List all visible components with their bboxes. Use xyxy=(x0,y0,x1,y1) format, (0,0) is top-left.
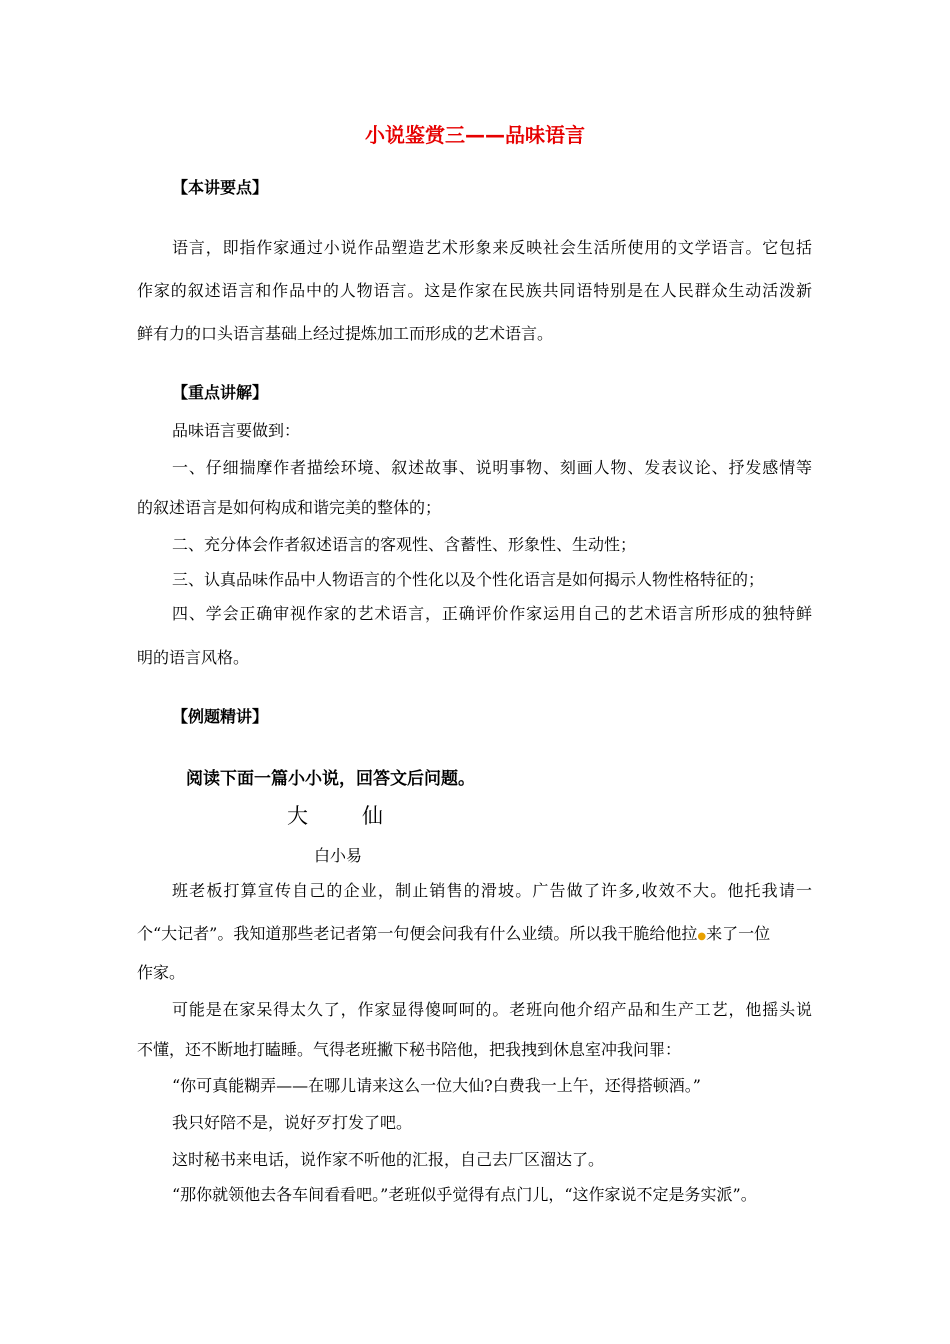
paragraph-line: 这时秘书来电话，说作家不听他的汇报，自己去厂区溜达了。 xyxy=(172,1150,605,1169)
list-item-continuation: 明的语言风格。 xyxy=(137,648,250,667)
page-title: 小说鉴赏三——品味语言 xyxy=(365,123,585,147)
paragraph-line xyxy=(137,926,770,942)
paragraph-line: 不懂，还不断地打瞌睡。气得老班撇下秘书陪他，把我拽到休息室冲我问罪： xyxy=(137,1040,682,1059)
list-item: 二、充分体会作者叙述语言的客观性、含蓄性、形象性、生动性； xyxy=(172,535,637,554)
section-heading-key-points: 【本讲要点】 xyxy=(172,178,269,197)
paragraph-line: 语言，即指作家通过小说作品塑造艺术形象来反映社会生活所使用的文学语言。它包括 xyxy=(172,238,812,257)
story-title-char: 大 xyxy=(287,804,308,828)
paragraph-line: 作家的叙述语言和作品中的人物语言。这是作家在民族共同语特别是在人民群众生动活泼新 xyxy=(137,281,812,300)
story-title-char: 仙 xyxy=(362,804,383,828)
story-author: 白小易 xyxy=(314,846,363,865)
reading-instruction: 阅读下面一篇小小说，回答文后问题。 xyxy=(186,769,475,789)
paragraph-line: 班老板打算宣传自己的企业，制止销售的滑坡。广告做了许多,收效不大。他托我请一 xyxy=(172,881,812,900)
list-item-continuation: 的叙述语言是如何构成和谐完美的整体的； xyxy=(137,498,442,517)
paragraph-line: 我只好陪不是，说好歹打发了吧。 xyxy=(172,1113,413,1132)
paragraph-line: 作家。 xyxy=(137,963,186,982)
line-text: 来了一位 xyxy=(706,924,771,943)
line-text: 个“大记者”。我知道那些老记者第一句便会问我有什么业绩。所以我干脆给他拉 xyxy=(137,924,698,943)
list-item: 四、学会正确审视作家的艺术语言，正确评价作家运用自己的艺术语言所形成的独特鲜 xyxy=(172,604,812,623)
paragraph-line: 可能是在家呆得太久了，作家显得傻呵呵的。老班向他介绍产品和生产工艺，他摇头说 xyxy=(172,1000,812,1019)
list-item: 三、认真品味作品中人物语言的个性化以及个性化语言是如何揭示人物性格特征的； xyxy=(172,570,765,589)
section-heading-examples: 【例题精讲】 xyxy=(172,707,269,726)
section-heading-explanation: 【重点讲解】 xyxy=(172,383,269,402)
dialogue-line: “那你就领他去各车间看看吧。”老班似乎觉得有点门儿，“这作家说不定是务实派”。 xyxy=(172,1185,757,1204)
dialogue-line: “你可真能糊弄——在哪儿请来这么一位大仙?白费我一上午，还得搭顿酒。” xyxy=(172,1076,701,1095)
paragraph-line: 品味语言要做到： xyxy=(172,421,301,440)
list-item: 一、仔细揣摩作者描绘环境、叙述故事、说明事物、刻画人物、发表议论、抒发感情等 xyxy=(172,458,812,477)
editor-mark: ● xyxy=(697,931,707,942)
paragraph-line: 鲜有力的口头语言基础上经过提炼加工而形成的艺术语言。 xyxy=(137,324,554,343)
